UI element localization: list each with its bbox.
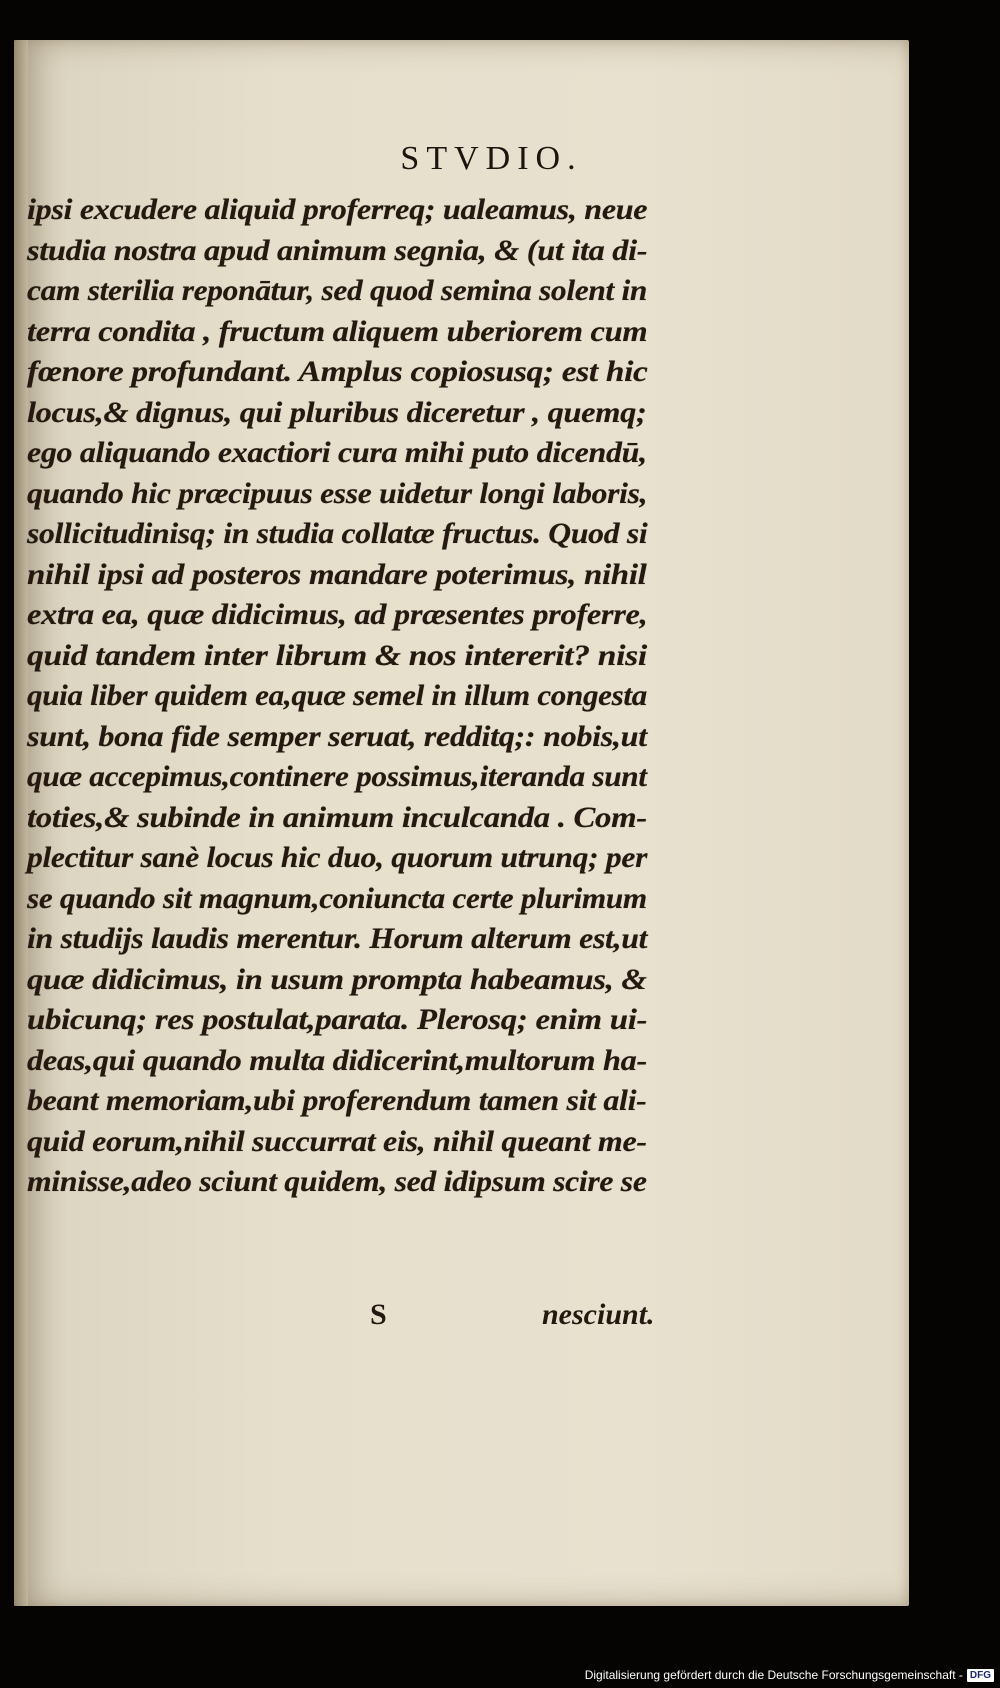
text-line: se quando sit magnum,coniuncta certe plurimum [27,881,647,915]
text-line: ego aliquando exactiori cura mihi puto dicendū, [27,436,647,469]
text-line: in studijs laudis merentur. Horum alterum est,ut [27,922,648,955]
text-line: cam sterilia reponātur, sed quod semina solent in [27,274,648,307]
text-line: extra ea, quæ didicimus, ad præsentes proferre, [27,598,648,631]
text-line: studia nostra apud animum segnia, & (ut ita di- [27,233,648,267]
catchline [14,1298,909,1338]
text-line: quid tandem inter librum & nos intererit? nisi [27,638,647,672]
dfg-logo: DFG [967,1669,994,1682]
text-line: toties,& subinde in animum inculcanda . Com- [27,800,647,834]
text-line: sunt, bona fide semper seruat, redditq;: nobis,ut [27,719,647,753]
text-line: beant memoriam,ubi proferendum tamen sit ali- [27,1084,647,1117]
text-line: deas,qui quando multa didicerint,multorum ha- [27,1043,647,1077]
digitization-footer [585,1668,994,1682]
text-line: quando hic præcipuus esse uidetur longi laboris, [27,476,648,510]
book-page [14,40,909,1606]
text-line: minisse,adeo sciunt quidem, sed idipsum scire se [27,1165,647,1198]
text-line: quid eorum,nihil succurrat eis, nihil queant me- [27,1124,647,1158]
text-line: quæ accepimus,continere possimus,iteranda sunt [27,760,647,793]
text-line: quæ didicimus, in usum prompta habeamus, & [27,962,647,996]
body-text [27,190,647,1203]
footer-credit: Digitalisierung gefördert durch die Deutsche Forschungsgemeinschaft - [584,1668,963,1682]
text-line: nihil ipsi ad posteros mandare poterimus, nihil [27,557,647,591]
text-line: ubicunq; res postulat,parata. Plerosq; enim ui- [27,1003,648,1036]
running-head: STVDIO. [400,140,583,177]
page-gutter-shadow [14,40,28,1606]
text-line: ipsi excudere aliquid proferreq; ualeamus, neue [27,193,648,226]
text-line: terra condita , fructum aliquem uberiorem cum [27,314,648,348]
text-line: plectitur sanè locus hic duo, quorum utrunq; per [27,841,648,874]
text-line: quia liber quidem ea,quæ semel in illum congesta [27,679,647,712]
text-line: fœnore profundant. Amplus copiosusq; est hic [27,355,648,388]
text-line: locus,& dignus, qui pluribus diceretur , quemq; [27,395,647,429]
catchword: nesciunt. [542,1298,655,1331]
signature-mark: S [370,1298,387,1331]
text-line: sollicitudinisq; in studia collatæ fructus. Quod si [27,517,648,550]
